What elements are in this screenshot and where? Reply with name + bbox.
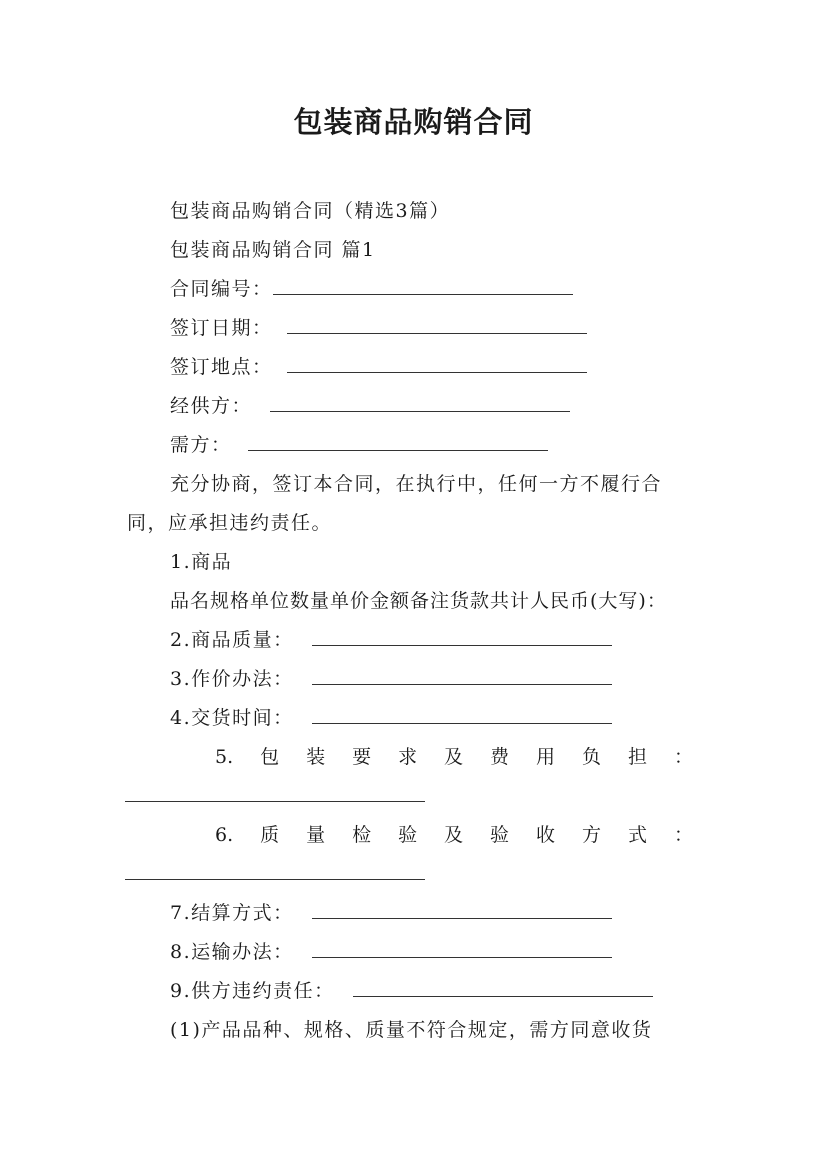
sign-place-label: 签订地点： — [170, 356, 273, 378]
sign-place-row — [170, 354, 587, 380]
paragraph-line-1: 充分协商，签订本合同，在执行中，任何一方不履行合 — [170, 473, 663, 495]
item-5-char: 用 — [536, 746, 556, 768]
item-5-char: 及 — [444, 746, 464, 768]
sign-date-label: 签订日期： — [170, 317, 273, 339]
document-heading: 包装商品购销合同（精选3篇） — [170, 200, 451, 222]
item-2-row — [170, 627, 612, 653]
item-6-char: 验 — [398, 824, 418, 846]
document-title: 包装商品购销合同 — [293, 105, 534, 139]
buyer-row — [170, 432, 548, 458]
item-5-char: 包 — [260, 746, 280, 768]
item-5-char: 担 — [627, 746, 647, 768]
part-label: 包装商品购销合同 篇1 — [170, 239, 376, 261]
item-6-char: 量 — [306, 824, 326, 846]
item-1-detail: 品名规格单位数量单价金额备注货款共计人民币(大写)： — [170, 590, 667, 612]
contract-no-label: 合同编号： — [170, 278, 273, 300]
supplier-blank — [270, 393, 570, 412]
item-7-row — [170, 900, 612, 926]
item-3-blank — [312, 666, 612, 685]
item-7-blank — [312, 900, 612, 919]
item-6 — [215, 822, 693, 848]
item-5-char: 费 — [490, 746, 510, 768]
item-5-char: 负 — [582, 746, 602, 768]
supplier-label: 经供方： — [170, 395, 253, 417]
item-6-char: 及 — [444, 824, 464, 846]
item-3-row — [170, 666, 612, 692]
item-6-char: ： — [673, 824, 693, 846]
item-6-char: 6. — [215, 824, 234, 846]
contract-no-blank — [273, 276, 573, 295]
item-8-label: 8.运输办法： — [170, 941, 294, 963]
item-4-label: 4.交货时间： — [170, 707, 294, 729]
item-6-char: 验 — [490, 824, 510, 846]
item-5-char: 装 — [306, 746, 326, 768]
buyer-blank — [248, 432, 548, 451]
item-3-label: 3.作价办法： — [170, 668, 294, 690]
item-2-label: 2.商品质量： — [170, 629, 294, 651]
buyer-label: 需方： — [170, 434, 232, 456]
supplier-row — [170, 393, 570, 419]
item-6-char: 式 — [627, 824, 647, 846]
item-9-blank — [353, 978, 653, 997]
item-5-char: 求 — [398, 746, 418, 768]
item-7-label: 7.结算方式： — [170, 902, 294, 924]
contract-no-row — [170, 276, 573, 302]
item-4-blank — [312, 705, 612, 724]
item-6-char: 检 — [352, 824, 372, 846]
item-5-char: 要 — [352, 746, 372, 768]
item-6-blank — [125, 879, 425, 880]
item-6-char: 质 — [260, 824, 280, 846]
item-5 — [215, 744, 693, 770]
item-8-row — [170, 939, 612, 965]
item-9-label: 9.供方违约责任： — [170, 980, 335, 1002]
item-6-char: 方 — [582, 824, 602, 846]
sign-place-blank — [287, 354, 587, 373]
item-5-char: ： — [673, 746, 693, 768]
item-4-row — [170, 705, 612, 731]
item-1: 1.商品 — [170, 551, 233, 573]
sign-date-blank — [287, 315, 587, 334]
item-9-row — [170, 978, 653, 1004]
sign-date-row — [170, 315, 587, 341]
item-5-blank — [125, 801, 425, 802]
clause-1: (1)产品品种、规格、质量不符合规定，需方同意收货 — [170, 1019, 653, 1041]
item-6-char: 收 — [536, 824, 556, 846]
item-8-blank — [312, 939, 612, 958]
paragraph-line-2: 同，应承担违约责任。 — [127, 512, 333, 534]
item-5-char: 5. — [215, 746, 234, 768]
item-2-blank — [312, 627, 612, 646]
